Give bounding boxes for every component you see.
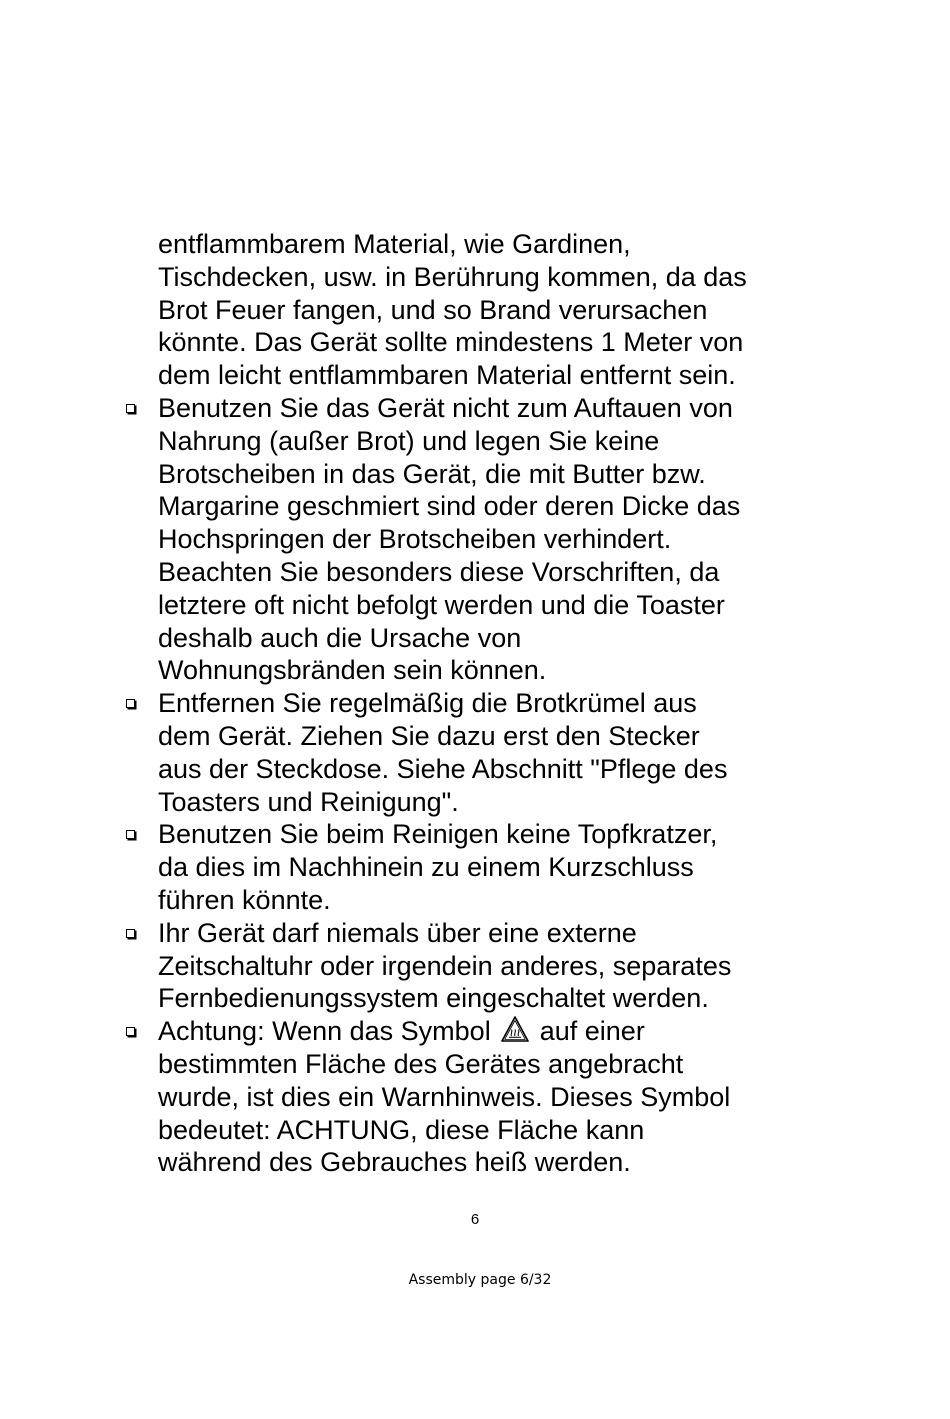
hot-surface-warning-icon	[500, 1015, 530, 1043]
text-line: dem leicht entflammbaren Material entfernt sein.	[158, 360, 736, 391]
text-line: letztere oft nicht befolgt werden und die Toaster	[158, 589, 725, 620]
text-line: da dies im Nachhinein zu einem Kurzschluss	[158, 852, 694, 883]
text-line: deshalb auch die Ursache von	[158, 622, 522, 653]
text-line	[158, 1015, 818, 1048]
text-line: führen könnte.	[158, 884, 331, 915]
text-line: Benutzen Sie beim Reinigen keine Topfkratzer,	[158, 819, 718, 850]
text-line: könnte. Das Gerät sollte mindestens 1 Meter von	[158, 327, 744, 358]
text-line: Entfernen Sie regelmäßig die Brotkrümel aus	[158, 688, 697, 719]
text-line: Brotscheiben in das Gerät, die mit Butter bzw.	[158, 458, 706, 489]
text-line: Fernbedienungssystem eingeschaltet werden.	[158, 983, 709, 1014]
text-line: Tischdecken, usw. in Berührung kommen, da das	[158, 261, 747, 292]
text-after-icon: auf einer	[539, 1016, 645, 1047]
list-item	[158, 1015, 818, 1179]
checkbox-bullet-icon	[126, 929, 135, 938]
text-line: entflammbarem Material, wie Gardinen,	[158, 229, 631, 259]
text-line: Toasters und Reinigung".	[158, 786, 459, 817]
text-line: bedeutet: ACHTUNG, diese Fläche kann	[158, 1114, 645, 1145]
text-line: Wohnungsbränden sein können.	[158, 655, 547, 686]
list-item	[158, 917, 818, 1015]
text-line: Nahrung (außer Brot) und legen Sie keine	[158, 425, 660, 456]
list-item	[158, 687, 818, 818]
continuation-paragraph	[158, 228, 818, 392]
text-line: Zeitschaltuhr oder irgendein anderes, separates	[158, 950, 732, 981]
text-line: Ihr Gerät darf niemals über eine externe	[158, 917, 637, 948]
text-line: Beachten Sie besonders diese Vorschriften, da	[158, 556, 720, 587]
checkbox-bullet-icon	[126, 1027, 135, 1036]
assembly-page-label: Assembly page 6/32	[408, 1272, 552, 1288]
text-line: Brot Feuer fangen, und so Brand verursachen	[158, 294, 708, 325]
text-line: Margarine geschmiert sind oder deren Dicke das	[158, 491, 741, 522]
text-line: wurde, ist dies ein Warnhinweis. Dieses Symbol	[158, 1081, 731, 1112]
text-line: dem Gerät. Ziehen Sie dazu erst den Stecker	[158, 720, 700, 751]
text-line: bestimmten Fläche des Gerätes angebracht	[158, 1048, 684, 1079]
text-line: aus der Steckdose. Siehe Abschnitt "Pflege des	[158, 753, 728, 784]
list-item	[158, 818, 818, 916]
checkbox-bullet-icon	[126, 699, 135, 708]
checkbox-bullet-icon	[126, 404, 135, 413]
page-number: 6	[470, 1211, 480, 1228]
text-line: während des Gebrauches heiß werden.	[158, 1147, 631, 1178]
page-content	[158, 228, 818, 1179]
checkbox-bullet-icon	[126, 830, 135, 839]
text-line: Hochspringen der Brotscheiben verhindert.	[158, 524, 672, 555]
list-item	[158, 392, 818, 687]
text-before-icon: Achtung: Wenn das Symbol	[158, 1016, 491, 1047]
text-line: Benutzen Sie das Gerät nicht zum Auftauen von	[158, 392, 733, 423]
